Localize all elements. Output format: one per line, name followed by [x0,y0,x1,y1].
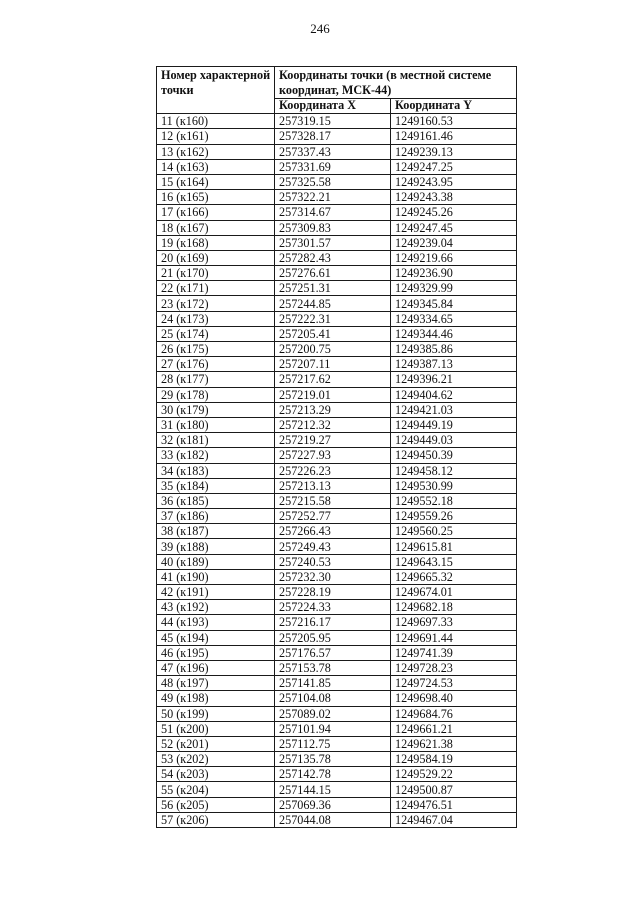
coord-x-cell: 257205.41 [275,326,391,341]
table-row [157,463,517,478]
point-number-cell: 33 (к182) [157,448,275,463]
coord-x-cell: 257244.85 [275,296,391,311]
coord-y-cell: 1249387.13 [391,357,517,372]
point-number-cell: 18 (к167) [157,220,275,235]
coord-x-header: Координата X [275,99,391,114]
coord-x-cell: 257232.30 [275,569,391,584]
table-row [157,736,517,751]
point-number-cell: 13 (к162) [157,144,275,159]
coord-x-cell: 257226.23 [275,463,391,478]
coord-y-cell: 1249500.87 [391,782,517,797]
coord-x-cell: 257200.75 [275,342,391,357]
table-row [157,433,517,448]
coord-x-cell: 257314.67 [275,205,391,220]
point-number-cell: 36 (к185) [157,493,275,508]
coord-x-cell: 257215.58 [275,493,391,508]
point-number-cell: 16 (к165) [157,190,275,205]
coord-x-cell: 257089.02 [275,706,391,721]
coord-y-cell: 1249665.32 [391,569,517,584]
table-row [157,326,517,341]
coord-y-cell: 1249404.62 [391,387,517,402]
point-number-cell: 21 (к170) [157,266,275,281]
table-row [157,205,517,220]
page-number: 246 [310,21,330,36]
coord-y-cell: 1249684.76 [391,706,517,721]
coord-y-cell: 1249621.38 [391,736,517,751]
point-number-cell: 50 (к199) [157,706,275,721]
point-number-cell: 46 (к195) [157,645,275,660]
coord-x-cell: 257219.27 [275,433,391,448]
point-number-cell: 48 (к197) [157,676,275,691]
point-number-cell: 43 (к192) [157,600,275,615]
coord-y-cell: 1249421.03 [391,402,517,417]
coord-x-cell: 257144.15 [275,782,391,797]
coord-x-cell: 257153.78 [275,660,391,675]
coord-y-cell: 1249674.01 [391,585,517,600]
point-number-cell: 11 (к160) [157,114,275,129]
table-row [157,600,517,615]
table-row [157,493,517,508]
coord-y-cell: 1249334.65 [391,311,517,326]
coord-y-cell: 1249529.22 [391,767,517,782]
table-row [157,691,517,706]
coord-x-cell: 257331.69 [275,159,391,174]
point-number-cell: 25 (к174) [157,326,275,341]
coord-x-cell: 257044.08 [275,812,391,827]
point-number-cell: 40 (к189) [157,554,275,569]
table-row [157,159,517,174]
coord-y-header: Координата Y [391,99,517,114]
coord-y-cell: 1249396.21 [391,372,517,387]
point-number-cell: 39 (к188) [157,539,275,554]
table-row [157,721,517,736]
table-row [157,782,517,797]
coordinates-table [156,66,517,828]
point-number-cell: 14 (к163) [157,159,275,174]
table-row [157,660,517,675]
table-row [157,342,517,357]
point-number-cell: 22 (к171) [157,281,275,296]
point-number-cell: 34 (к183) [157,463,275,478]
coord-y-cell: 1249559.26 [391,509,517,524]
coord-y-cell: 1249243.95 [391,174,517,189]
point-number-cell: 15 (к164) [157,174,275,189]
coord-y-cell: 1249449.19 [391,417,517,432]
table-row [157,144,517,159]
point-number-header: Номер характерной точки [157,67,275,114]
coord-x-cell: 257266.43 [275,524,391,539]
coord-x-cell: 257249.43 [275,539,391,554]
table-row [157,797,517,812]
coord-x-cell: 257207.11 [275,357,391,372]
point-number-cell: 20 (к169) [157,250,275,265]
coord-x-cell: 257135.78 [275,752,391,767]
coord-y-cell: 1249243.38 [391,190,517,205]
coord-x-cell: 257112.75 [275,736,391,751]
table-row [157,357,517,372]
coord-y-cell: 1249661.21 [391,721,517,736]
point-number-cell: 29 (к178) [157,387,275,402]
table-row [157,539,517,554]
coord-y-cell: 1249728.23 [391,660,517,675]
coord-y-cell: 1249476.51 [391,797,517,812]
coord-x-cell: 257227.93 [275,448,391,463]
coord-x-cell: 257069.36 [275,797,391,812]
coord-x-cell: 257219.01 [275,387,391,402]
table-row [157,585,517,600]
table-row [157,417,517,432]
coord-x-cell: 257213.29 [275,402,391,417]
coord-y-cell: 1249724.53 [391,676,517,691]
table-row [157,174,517,189]
coord-x-cell: 257251.31 [275,281,391,296]
coord-y-cell: 1249467.04 [391,812,517,827]
point-number-cell: 19 (к168) [157,235,275,250]
coord-y-cell: 1249245.26 [391,205,517,220]
table-row [157,676,517,691]
coord-y-cell: 1249530.99 [391,478,517,493]
point-number-cell: 56 (к205) [157,797,275,812]
coord-x-cell: 257213.13 [275,478,391,493]
coord-y-cell: 1249560.25 [391,524,517,539]
coord-y-cell: 1249698.40 [391,691,517,706]
coord-y-cell: 1249239.04 [391,235,517,250]
coord-y-cell: 1249697.33 [391,615,517,630]
point-number-cell: 49 (к198) [157,691,275,706]
coord-x-cell: 257217.62 [275,372,391,387]
table-row [157,569,517,584]
table-row [157,281,517,296]
table-row [157,752,517,767]
coord-x-cell: 257301.57 [275,235,391,250]
point-number-cell: 51 (к200) [157,721,275,736]
coord-x-cell: 257276.61 [275,266,391,281]
point-number-cell: 37 (к186) [157,509,275,524]
table-row [157,509,517,524]
coord-x-cell: 257328.17 [275,129,391,144]
table-row [157,630,517,645]
table-row [157,767,517,782]
coord-x-cell: 257319.15 [275,114,391,129]
coord-y-cell: 1249691.44 [391,630,517,645]
coord-y-cell: 1249584.19 [391,752,517,767]
coord-x-cell: 257216.17 [275,615,391,630]
coord-y-cell: 1249219.66 [391,250,517,265]
point-number-cell: 26 (к175) [157,342,275,357]
point-number-cell: 45 (к194) [157,630,275,645]
coord-y-cell: 1249643.15 [391,554,517,569]
table-row [157,615,517,630]
coord-y-cell: 1249741.39 [391,645,517,660]
coord-y-cell: 1249450.39 [391,448,517,463]
coord-x-cell: 257222.31 [275,311,391,326]
point-number-cell: 27 (к176) [157,357,275,372]
point-number-cell: 32 (к181) [157,433,275,448]
point-number-cell: 23 (к172) [157,296,275,311]
point-number-cell: 42 (к191) [157,585,275,600]
coord-x-cell: 257325.58 [275,174,391,189]
coord-y-cell: 1249449.03 [391,433,517,448]
point-number-cell: 17 (к166) [157,205,275,220]
point-number-cell: 24 (к173) [157,311,275,326]
table-row [157,311,517,326]
coord-y-cell: 1249552.18 [391,493,517,508]
table-row [157,129,517,144]
coord-x-cell: 257212.32 [275,417,391,432]
coord-x-cell: 257309.83 [275,220,391,235]
coord-y-cell: 1249682.18 [391,600,517,615]
table-row [157,706,517,721]
coord-x-cell: 257282.43 [275,250,391,265]
table-row [157,266,517,281]
table-row [157,190,517,205]
table-row [157,387,517,402]
table-row [157,372,517,387]
coord-y-cell: 1249344.46 [391,326,517,341]
table-row [157,250,517,265]
coord-x-cell: 257240.53 [275,554,391,569]
coordinates-group-header: Координаты точки (в местной системе координат, МСК-44) [275,67,517,99]
coord-x-cell: 257141.85 [275,676,391,691]
table-row [157,402,517,417]
coord-y-cell: 1249458.12 [391,463,517,478]
coord-x-cell: 257176.57 [275,645,391,660]
point-number-cell: 38 (к187) [157,524,275,539]
coord-y-cell: 1249247.45 [391,220,517,235]
coord-x-cell: 257252.77 [275,509,391,524]
point-number-cell: 53 (к202) [157,752,275,767]
coord-x-cell: 257224.33 [275,600,391,615]
table-row [157,114,517,129]
point-number-cell: 57 (к206) [157,812,275,827]
coord-y-cell: 1249239.13 [391,144,517,159]
coord-y-cell: 1249329.99 [391,281,517,296]
point-number-cell: 54 (к203) [157,767,275,782]
coord-y-cell: 1249236.90 [391,266,517,281]
point-number-cell: 41 (к190) [157,569,275,584]
table-body [157,114,517,828]
point-number-cell: 35 (к184) [157,478,275,493]
table-row [157,478,517,493]
coord-x-cell: 257205.95 [275,630,391,645]
table-row [157,235,517,250]
point-number-cell: 55 (к204) [157,782,275,797]
coord-y-cell: 1249247.25 [391,159,517,174]
table-row [157,812,517,827]
point-number-cell: 52 (к201) [157,736,275,751]
table-header-row [157,67,517,99]
coord-y-cell: 1249615.81 [391,539,517,554]
coord-x-cell: 257322.21 [275,190,391,205]
coord-y-cell: 1249385.86 [391,342,517,357]
coord-x-cell: 257337.43 [275,144,391,159]
table-row [157,524,517,539]
coord-y-cell: 1249161.46 [391,129,517,144]
point-number-cell: 28 (к177) [157,372,275,387]
table-row [157,296,517,311]
table-row [157,448,517,463]
table-row [157,554,517,569]
point-number-cell: 31 (к180) [157,417,275,432]
coord-y-cell: 1249160.53 [391,114,517,129]
coord-x-cell: 257104.08 [275,691,391,706]
coord-x-cell: 257101.94 [275,721,391,736]
table-row [157,645,517,660]
coord-x-cell: 257228.19 [275,585,391,600]
point-number-cell: 12 (к161) [157,129,275,144]
point-number-cell: 47 (к196) [157,660,275,675]
point-number-cell: 44 (к193) [157,615,275,630]
table-row [157,220,517,235]
coord-x-cell: 257142.78 [275,767,391,782]
coord-y-cell: 1249345.84 [391,296,517,311]
point-number-cell: 30 (к179) [157,402,275,417]
